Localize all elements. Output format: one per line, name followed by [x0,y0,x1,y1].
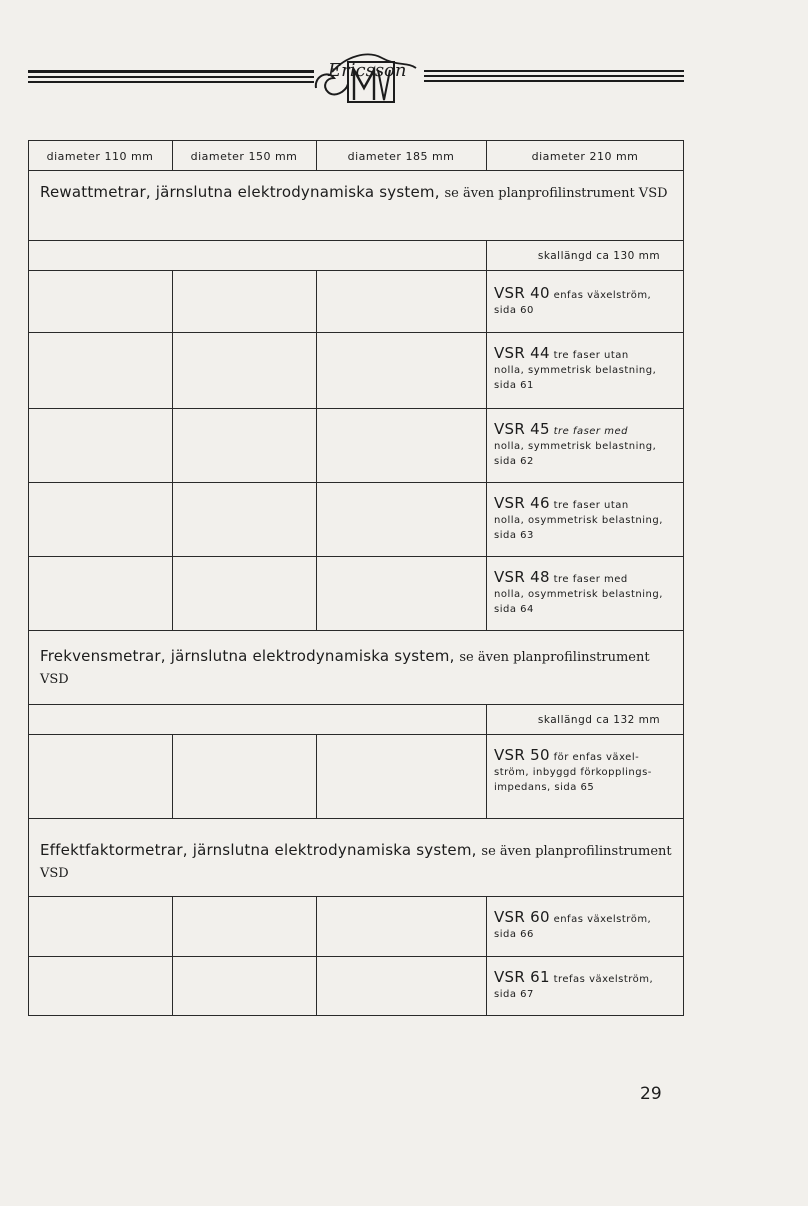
model-description: för enfas växel- [553,752,640,763]
row-rule [28,704,684,705]
model-description: nolla, symmetrisk belastning, sida 62 [494,441,657,467]
model-description: tre faser med [553,426,628,437]
model-code: VSR 50 [494,746,550,764]
row-rule [28,170,684,171]
entry-vsr48 [494,570,682,617]
entry-vsr45 [494,422,682,469]
entry-vsr46 [494,496,682,543]
ericsson-logo-icon [312,48,428,106]
model-code: VSR 40 [494,284,550,302]
section-title-text: Rewattmetrar, järnslutna elektrodynamiska system, [40,183,440,201]
table-border-right [683,140,684,1016]
model-code: VSR 61 [494,968,550,986]
section-title-note: se även planprofilinstrument VSD [40,650,650,687]
row-rule [28,896,684,897]
model-description: nolla, symmetrisk belastning, sida 61 [494,365,657,391]
row-rule [28,240,684,241]
col-divider [486,704,487,734]
section-title-note: se även planprofilinstrument VSD [444,186,668,201]
row-rule [28,630,684,631]
product-table [28,140,684,1016]
row-rule [28,734,684,735]
col-divider [486,270,487,630]
model-description: sida 67 [494,989,534,1000]
entry-vsr40 [494,286,682,318]
entry-vsr44 [494,346,682,393]
col-divider [316,270,317,630]
logo-rule-right [424,70,684,86]
section-title-frekvensmetrar [40,646,676,690]
col-divider [486,734,487,818]
model-code: VSR 44 [494,344,550,362]
model-code: VSR 48 [494,568,550,586]
logo-rule-left [28,70,314,86]
col-divider [486,240,487,270]
entry-vsr61 [494,970,682,1002]
model-description: tre faser utan [553,350,629,361]
svg-text:Ericsson: Ericsson [328,60,407,81]
table-border-left [28,140,29,1016]
section-title-rewattmetrar [40,182,676,204]
column-header-210: diameter 210 mm [531,150,639,163]
model-description: tre faser med [553,574,628,585]
scale-length-130: skallängd ca 130 mm [537,250,661,262]
col-divider [172,270,173,630]
model-description: sida 60 [494,305,534,316]
section-title-text: Effektfaktormetrar, järnslutna elektrodynamiska system, [40,841,477,859]
row-rule [28,332,684,333]
row-rule [28,270,684,271]
header-logo-bar [28,48,684,108]
model-code: VSR 60 [494,908,550,926]
model-code: VSR 45 [494,420,550,438]
row-rule [28,818,684,819]
col-divider [172,734,173,818]
model-description: tre faser utan [553,500,629,511]
section-title-effektfaktormetrar [40,840,676,884]
model-description: trefas växelström, [553,974,654,985]
entry-vsr50 [494,748,682,795]
row-rule [28,408,684,409]
entry-vsr60 [494,910,682,942]
column-header-185: diameter 185 mm [347,150,455,163]
model-description: nolla, osymmetrisk belastning, sida 63 [494,515,663,541]
section-title-note: se även planprofilinstrument VSD [40,844,672,881]
column-header-150: diameter 150 mm [190,150,298,163]
row-rule [28,556,684,557]
table-border-top [28,140,684,141]
model-description: sida 66 [494,929,534,940]
model-description: ström, inbyggd förkopplingsimpedans, sida 65 [494,767,652,793]
row-rule [28,956,684,957]
model-code: VSR 46 [494,494,550,512]
section-title-text: Frekvensmetrar, järnslutna elektrodynamiska system, [40,647,455,665]
model-description: nolla, osymmetrisk belastning, sida 64 [494,589,663,615]
model-description: enfas växelström, [553,290,652,301]
page-number: 29 [640,1084,662,1104]
table-border-bottom [28,1015,684,1016]
scale-length-132: skallängd ca 132 mm [537,714,661,726]
col-divider [316,734,317,818]
column-header-110: diameter 110 mm [46,150,154,163]
model-description: enfas växelström, [553,914,652,925]
row-rule [28,482,684,483]
